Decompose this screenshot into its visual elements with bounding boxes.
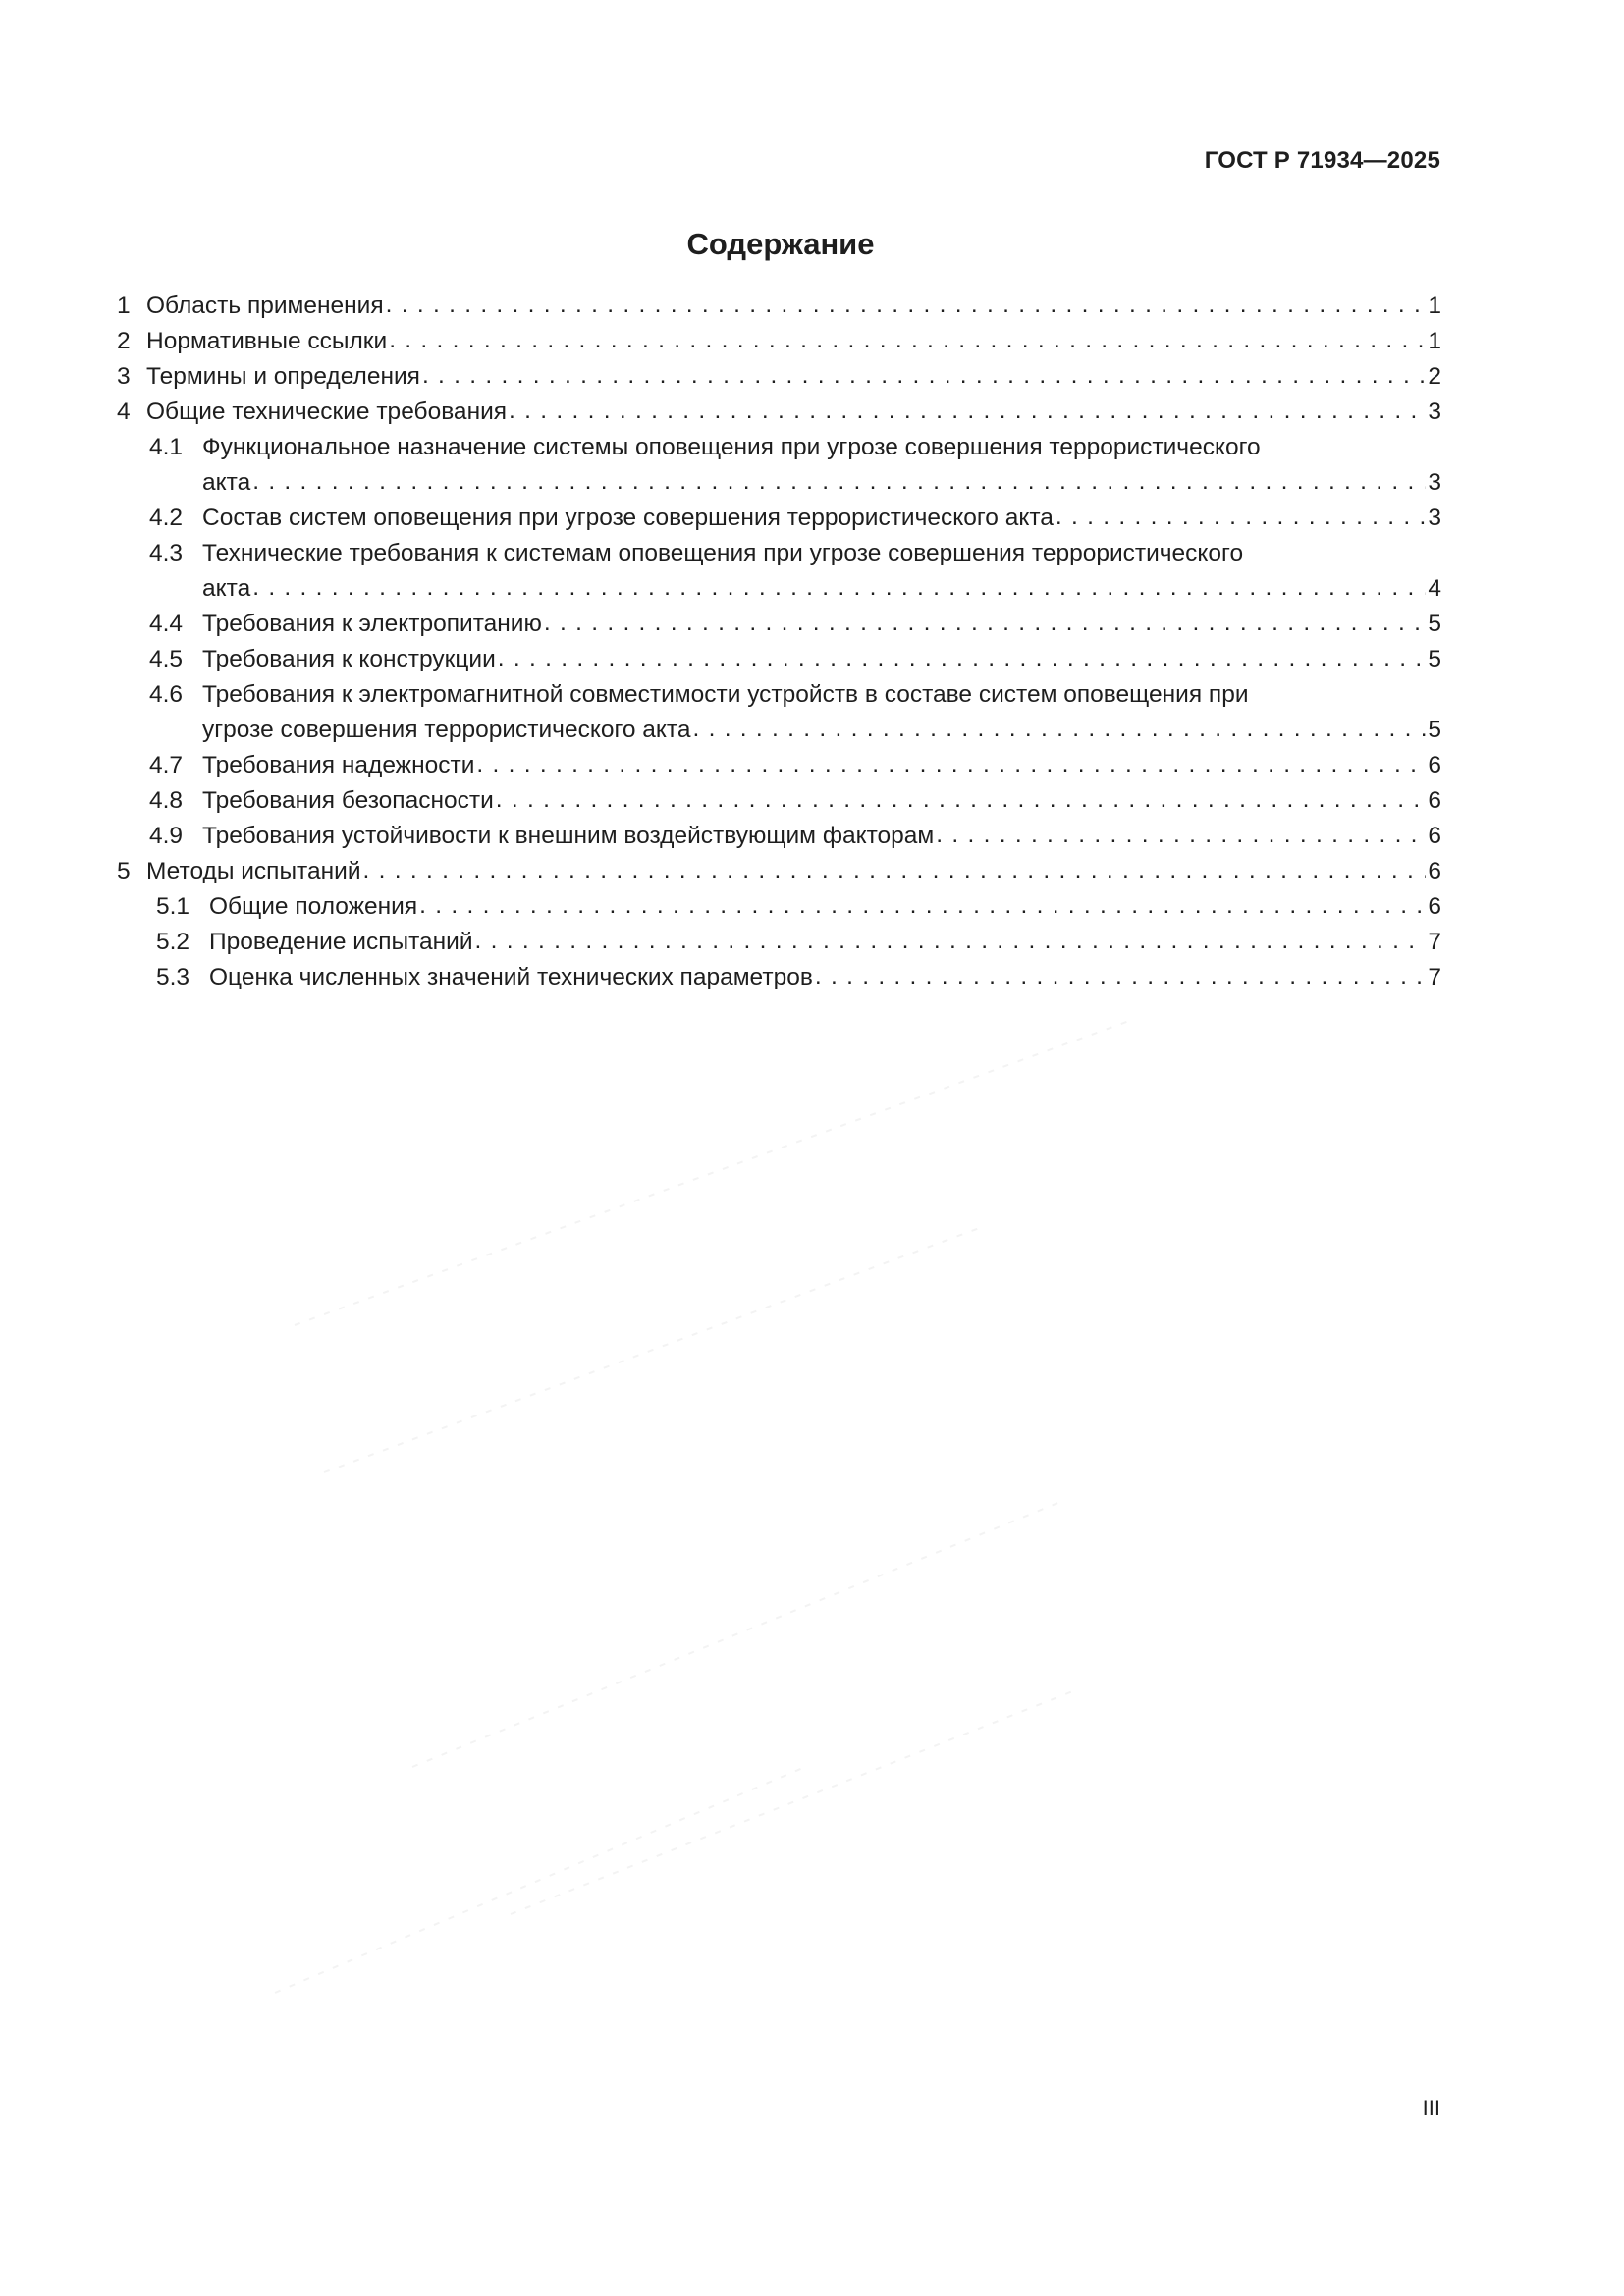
- toc-entry-page: 7: [1428, 929, 1441, 955]
- toc-entry-page: 6: [1428, 858, 1441, 884]
- toc-entry-page: 1: [1428, 293, 1441, 319]
- dot-leader: [389, 323, 1426, 358]
- dot-leader: [815, 959, 1427, 994]
- toc-entry[interactable]: [117, 324, 1441, 359]
- toc-entry-page: 5: [1428, 717, 1441, 743]
- toc-entry-page: 5: [1428, 611, 1441, 637]
- toc-entry-number: 1: [117, 293, 131, 319]
- toc-entry-page: 3: [1428, 505, 1441, 531]
- toc-entry-number: 4.1: [149, 434, 184, 460]
- toc-entry-title: Требования устойчивости к внешним воздействующим факторам: [202, 823, 935, 849]
- toc-entry[interactable]: [117, 960, 1441, 995]
- dot-leader: [509, 394, 1426, 429]
- toc-entry-title: Состав систем оповещения при угрозе совершения террористического акта: [202, 505, 1054, 531]
- dot-leader: [386, 288, 1427, 323]
- toc-entry-title: Требования к электромагнитной совместимости устройств в составе систем оповещения при: [202, 681, 1249, 708]
- toc-entry-number: 4.6: [149, 681, 184, 708]
- toc-entry-number: 4.5: [149, 646, 184, 672]
- toc-entry[interactable]: [117, 889, 1441, 925]
- toc-entry-title-continued: акта: [202, 575, 251, 602]
- toc-entry-title-continued: угрозе совершения террористического акта: [202, 717, 691, 743]
- toc-entry-number: 5.2: [156, 929, 190, 955]
- toc-entry-page: 3: [1428, 469, 1441, 496]
- dot-leader: [498, 641, 1427, 676]
- toc-entry-title: Проведение испытаний: [209, 929, 473, 955]
- toc-entry[interactable]: [117, 395, 1441, 430]
- toc-entry[interactable]: [117, 677, 1441, 748]
- toc-entry[interactable]: [117, 819, 1441, 854]
- toc-entry-title-continued: акта: [202, 469, 251, 496]
- toc-entry-title: Требования надежности: [202, 752, 475, 778]
- toc-entry-page: 6: [1428, 823, 1441, 849]
- toc-entry-page: 6: [1428, 787, 1441, 814]
- dot-leader: [252, 570, 1426, 606]
- toc-entry[interactable]: [117, 536, 1441, 607]
- toc-entry[interactable]: [117, 854, 1441, 889]
- toc-entry-page: 2: [1428, 363, 1441, 390]
- dot-leader: [936, 818, 1426, 853]
- toc-entry-number: 4.8: [149, 787, 184, 814]
- toc-entry-title: Общие положения: [209, 893, 418, 920]
- dot-leader: [422, 358, 1426, 394]
- toc-entry-title: Требования безопасности: [202, 787, 494, 814]
- dot-leader: [544, 606, 1426, 641]
- toc-entry-number: 4.3: [149, 540, 184, 566]
- toc-entry[interactable]: [117, 501, 1441, 536]
- toc-entry-page: 6: [1428, 893, 1441, 920]
- toc-entry-title: Требования к конструкции: [202, 646, 496, 672]
- toc-entry-number: 4.4: [149, 611, 184, 637]
- toc-entry-number: 2: [117, 328, 131, 354]
- table-of-contents: [117, 289, 1441, 995]
- toc-entry-number: 5.3: [156, 964, 190, 990]
- toc-entry-page: 6: [1428, 752, 1441, 778]
- toc-entry-title: Функциональное назначение системы оповещения при угрозе совершения террористического: [202, 434, 1261, 460]
- dot-leader: [252, 464, 1426, 500]
- toc-entry-number: 4.9: [149, 823, 184, 849]
- dot-leader: [363, 853, 1427, 888]
- toc-entry-page: 1: [1428, 328, 1441, 354]
- toc-entry-page: 3: [1428, 399, 1441, 425]
- toc-entry-number: 4.7: [149, 752, 184, 778]
- toc-entry[interactable]: [117, 748, 1441, 783]
- toc-entry-title: Технические требования к системам оповещения при угрозе совершения террористического: [202, 540, 1244, 566]
- dot-leader: [1056, 500, 1426, 535]
- dot-leader: [476, 747, 1426, 782]
- toc-entry[interactable]: [117, 359, 1441, 395]
- toc-entry-title: Термины и определения: [146, 363, 420, 390]
- toc-entry-page: 7: [1428, 964, 1441, 990]
- dot-leader: [419, 888, 1426, 924]
- toc-entry-number: 3: [117, 363, 131, 390]
- dot-leader: [692, 712, 1426, 747]
- toc-entry[interactable]: [117, 642, 1441, 677]
- toc-entry-title: Общие технические требования: [146, 399, 508, 425]
- toc-entry-title: Методы испытаний: [146, 858, 361, 884]
- document-code: ГОСТ Р 71934—2025: [1204, 147, 1440, 174]
- toc-entry-title: Требования к электропитанию: [202, 611, 542, 637]
- toc-entry-title: Нормативные ссылки: [146, 328, 388, 354]
- toc-entry[interactable]: [117, 925, 1441, 960]
- toc-entry-number: 5: [117, 858, 131, 884]
- toc-entry[interactable]: [117, 430, 1441, 501]
- dot-leader: [475, 924, 1427, 959]
- toc-entry-page: 5: [1428, 646, 1441, 672]
- toc-entry-title: Область применения: [146, 293, 384, 319]
- toc-entry[interactable]: [117, 607, 1441, 642]
- toc-title: Содержание: [686, 227, 875, 261]
- toc-entry-number: 4.2: [149, 505, 184, 531]
- toc-entry-number: 4: [117, 399, 131, 425]
- toc-entry-page: 4: [1428, 575, 1441, 602]
- toc-entry-title: Оценка численных значений технических параметров: [209, 964, 813, 990]
- dot-leader: [496, 782, 1427, 818]
- toc-entry[interactable]: [117, 783, 1441, 819]
- toc-entry[interactable]: [117, 289, 1441, 324]
- page-number: III: [1422, 2096, 1440, 2120]
- toc-entry-number: 5.1: [156, 893, 190, 920]
